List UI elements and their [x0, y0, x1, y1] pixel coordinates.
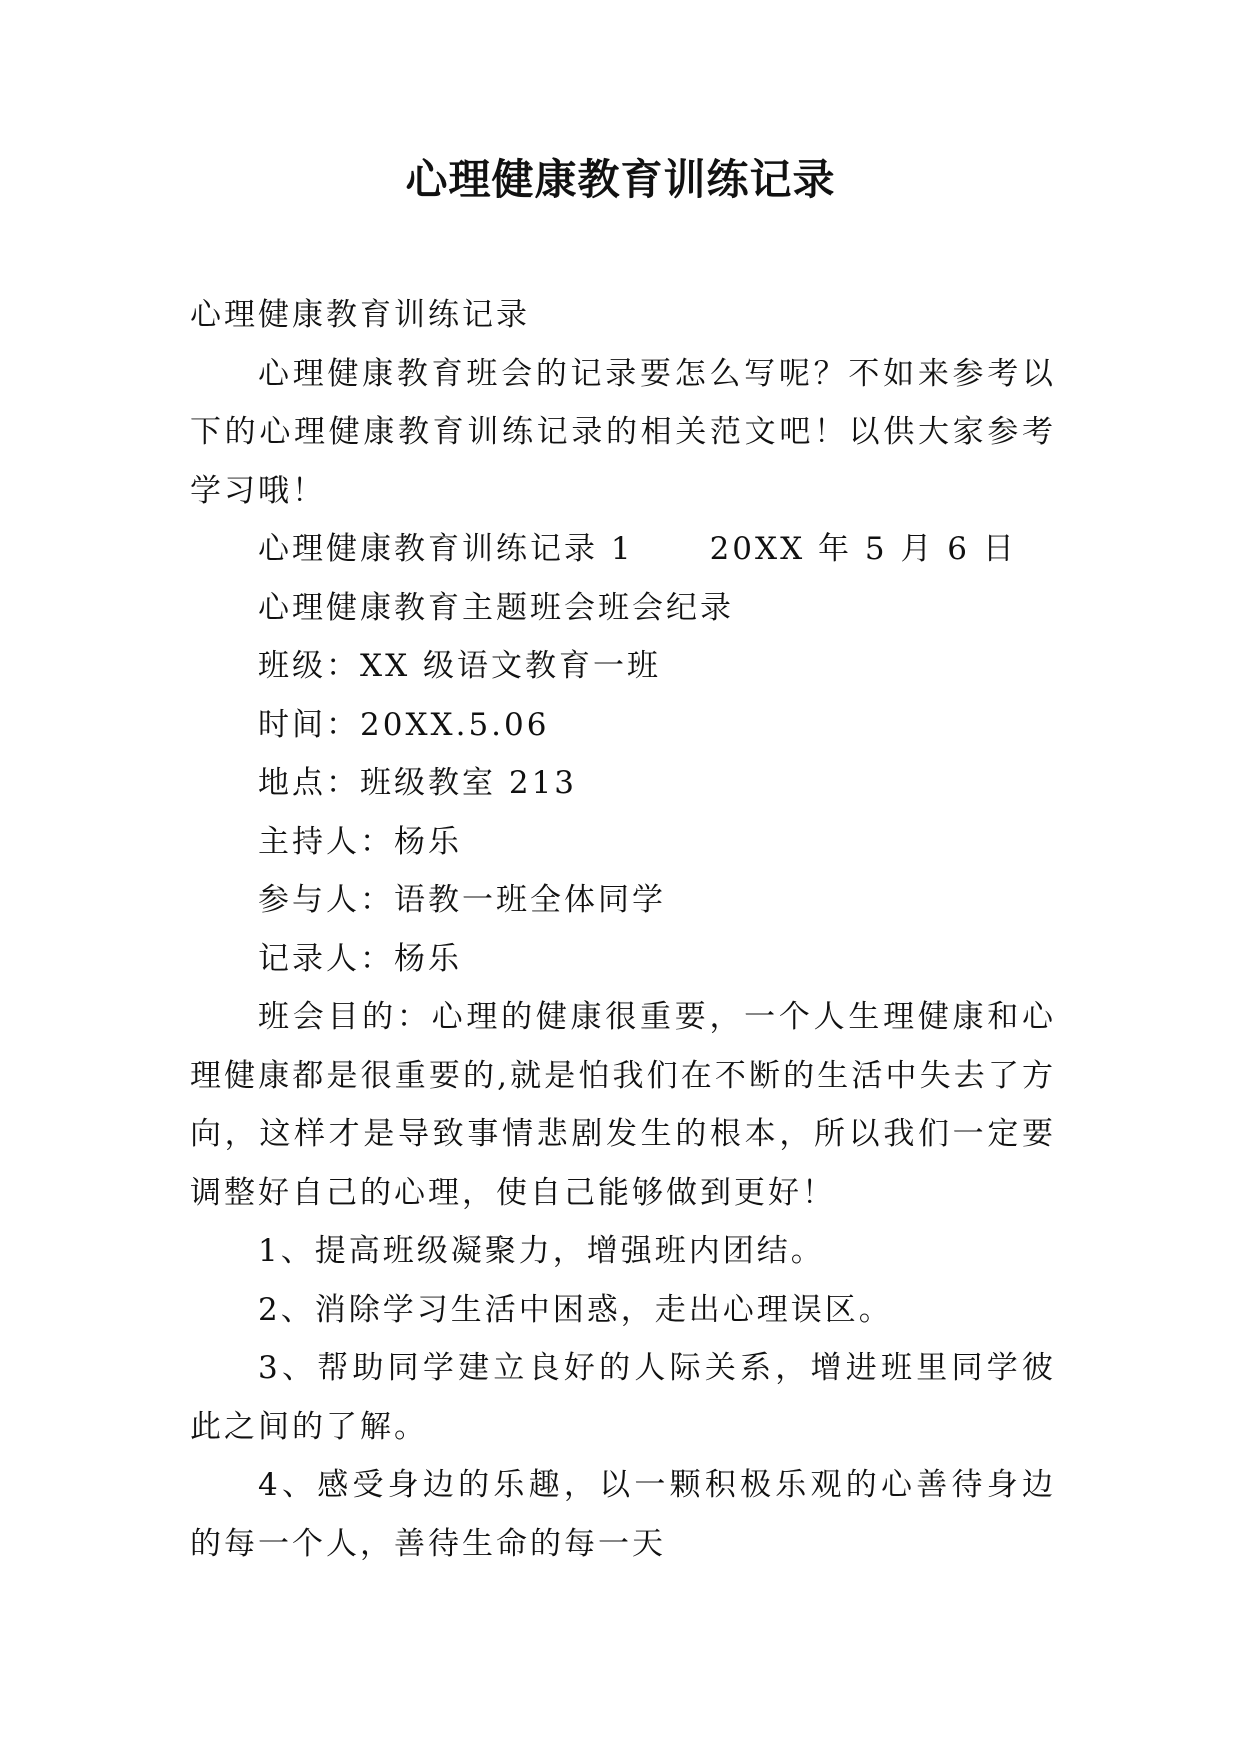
- recorder-info: 记录人：杨乐: [258, 940, 462, 977]
- time-info: 时间：20XX.5.06: [258, 706, 550, 743]
- document-title: 心理健康教育训练记录: [405, 155, 836, 204]
- place-info: 地点：班级教室 213: [258, 765, 578, 801]
- participants-info: 参与人：语教一班全体同学: [258, 882, 666, 918]
- record-date: 20XX 年 5 月 6 日: [709, 531, 1017, 567]
- purpose-paragraph: 班会目的：心理的健康很重要，一个人生理健康和心理健康都是很重要的,就是怕我们在不断的生活中失去了方向，这样才是导致事情悲剧发生的根本，所以我们一定要调整好自己的心理，使自己能够做到更好！: [190, 999, 1056, 1211]
- intro-paragraph: 心理健康教育班会的记录要怎么写呢？不如来参考以下的心理健康教育训练记录的相关范文吧！以供大家参考学习哦！: [190, 355, 1056, 509]
- record-heading-line: [190, 520, 1056, 579]
- document-subtitle: 心理健康教育训练记录: [190, 297, 530, 333]
- goal-item-2: 2、消除学习生活中困惑，走出心理误区。: [258, 1291, 893, 1328]
- goal-item-3: 3、帮助同学建立良好的人际关系，增进班里同学彼此之间的了解。: [190, 1350, 1056, 1445]
- goal-item-1: 1、提高班级凝聚力，增强班内团结。: [258, 1233, 825, 1269]
- goal-item-4: 4、感受身边的乐趣，以一颗积极乐观的心善待身边的每一个人，善待生命的每一天: [190, 1467, 1056, 1562]
- class-info: 班级：XX 级语文教育一班: [258, 648, 661, 684]
- host-info: 主持人：杨乐: [258, 823, 462, 860]
- record-heading: 心理健康教育训练记录 1: [258, 531, 634, 567]
- meeting-title: 心理健康教育主题班会班会纪录: [258, 589, 734, 626]
- document-body: [190, 286, 1056, 1573]
